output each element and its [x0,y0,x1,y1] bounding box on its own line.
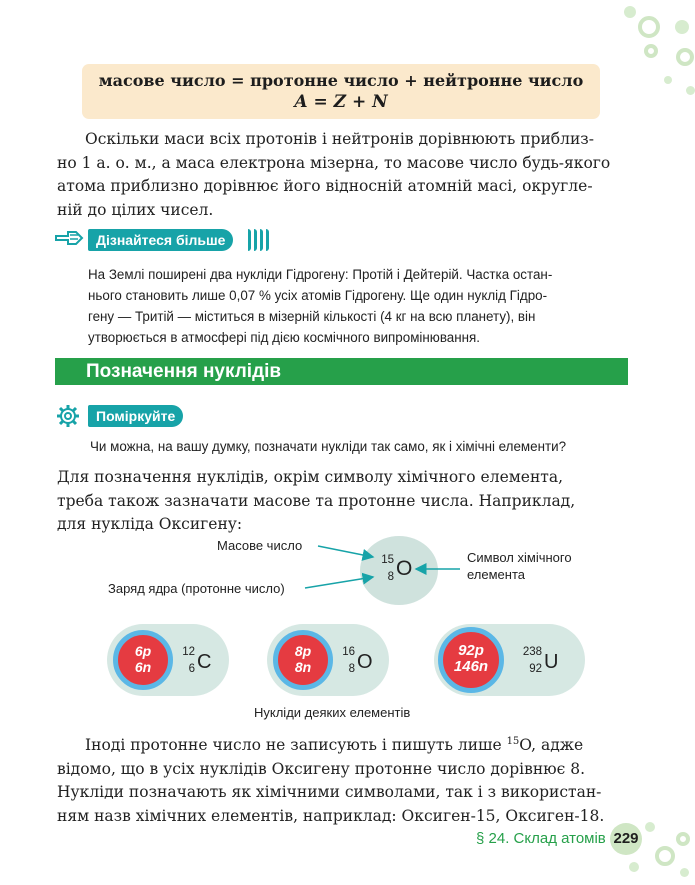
nucleus: 6p 6n [113,630,173,690]
think-heading: Поміркуйте [88,405,183,427]
formula-equation: A = Z + N [294,92,388,112]
notation-paragraph: Для позначення нуклідів, окрім символу хімічного елемента, треба також зазначати масове та протонне числа. Наприклад, для нукліда Оксигену: [57,468,576,533]
page-number: 229 [610,823,642,855]
nuclide-card-uranium: 92p 146n 238 92 U [434,624,585,696]
learn-more-text: На Землі поширені два нукліди Гідрогену: Протій і Дейтерій. Частка остан- нього становить лише 0,07 % усіх атомів Гідрогену. Ще один нуклід Гідро- гену — Тритій — міститься в мізерній кількості (4 кг на всю планету), він утворюється в атмосфері під дією космічного випромінювання. [88,267,553,345]
closing-paragraph: Іноді протонне число не записують і пишуть лише $^{15}$O, адже відомо, що в усіх нуклідів Оксигену протонне число дорівнює 8. Нукліди позначають як хімічними символами, так і з використан- ням назв хімічних елементів, наприклад: Оксиген-15, Оксиген-18. [57,736,605,825]
learn-more-heading: Дізнайтеся більше [88,229,233,251]
nucleus: 8p 8n [273,630,333,690]
nuclide-card-carbon: 6p 6n 12 6 C [107,624,229,696]
charge-label: Заряд ядра (протонне число) [108,581,285,596]
symbol-label: Символ хімічного елемента [467,550,572,582]
mass-number-label: Масове число [217,538,303,553]
proton-number: 8 [387,571,394,583]
footer-section: § 24. Склад атомів [476,830,606,847]
nuclide-card-oxygen: 8p 8n 16 8 O [267,624,389,696]
figure-caption: Нукліди деяких елементів [254,705,411,720]
formula-text: масове число = протонне число + нейтронне число [98,71,584,90]
intro-paragraph: Оскільки маси всіх протонів і нейтронів дорівнюють приблиз- но 1 а. о. м., а маса електрона мізерна, то масове число будь-якого атома приблизно дорівнює його відносній атомній масі, округле- ній до цілих чисел. [57,130,611,219]
think-question: Чи можна, на вашу думку, позначати нукліди так само, як і хімічні елементи? [90,439,567,454]
nucleus: 92p 146n [438,627,504,693]
section-title: Позначення нуклідів [55,358,628,385]
element-symbol: O [396,557,413,580]
mass-number: 15 [381,554,394,566]
